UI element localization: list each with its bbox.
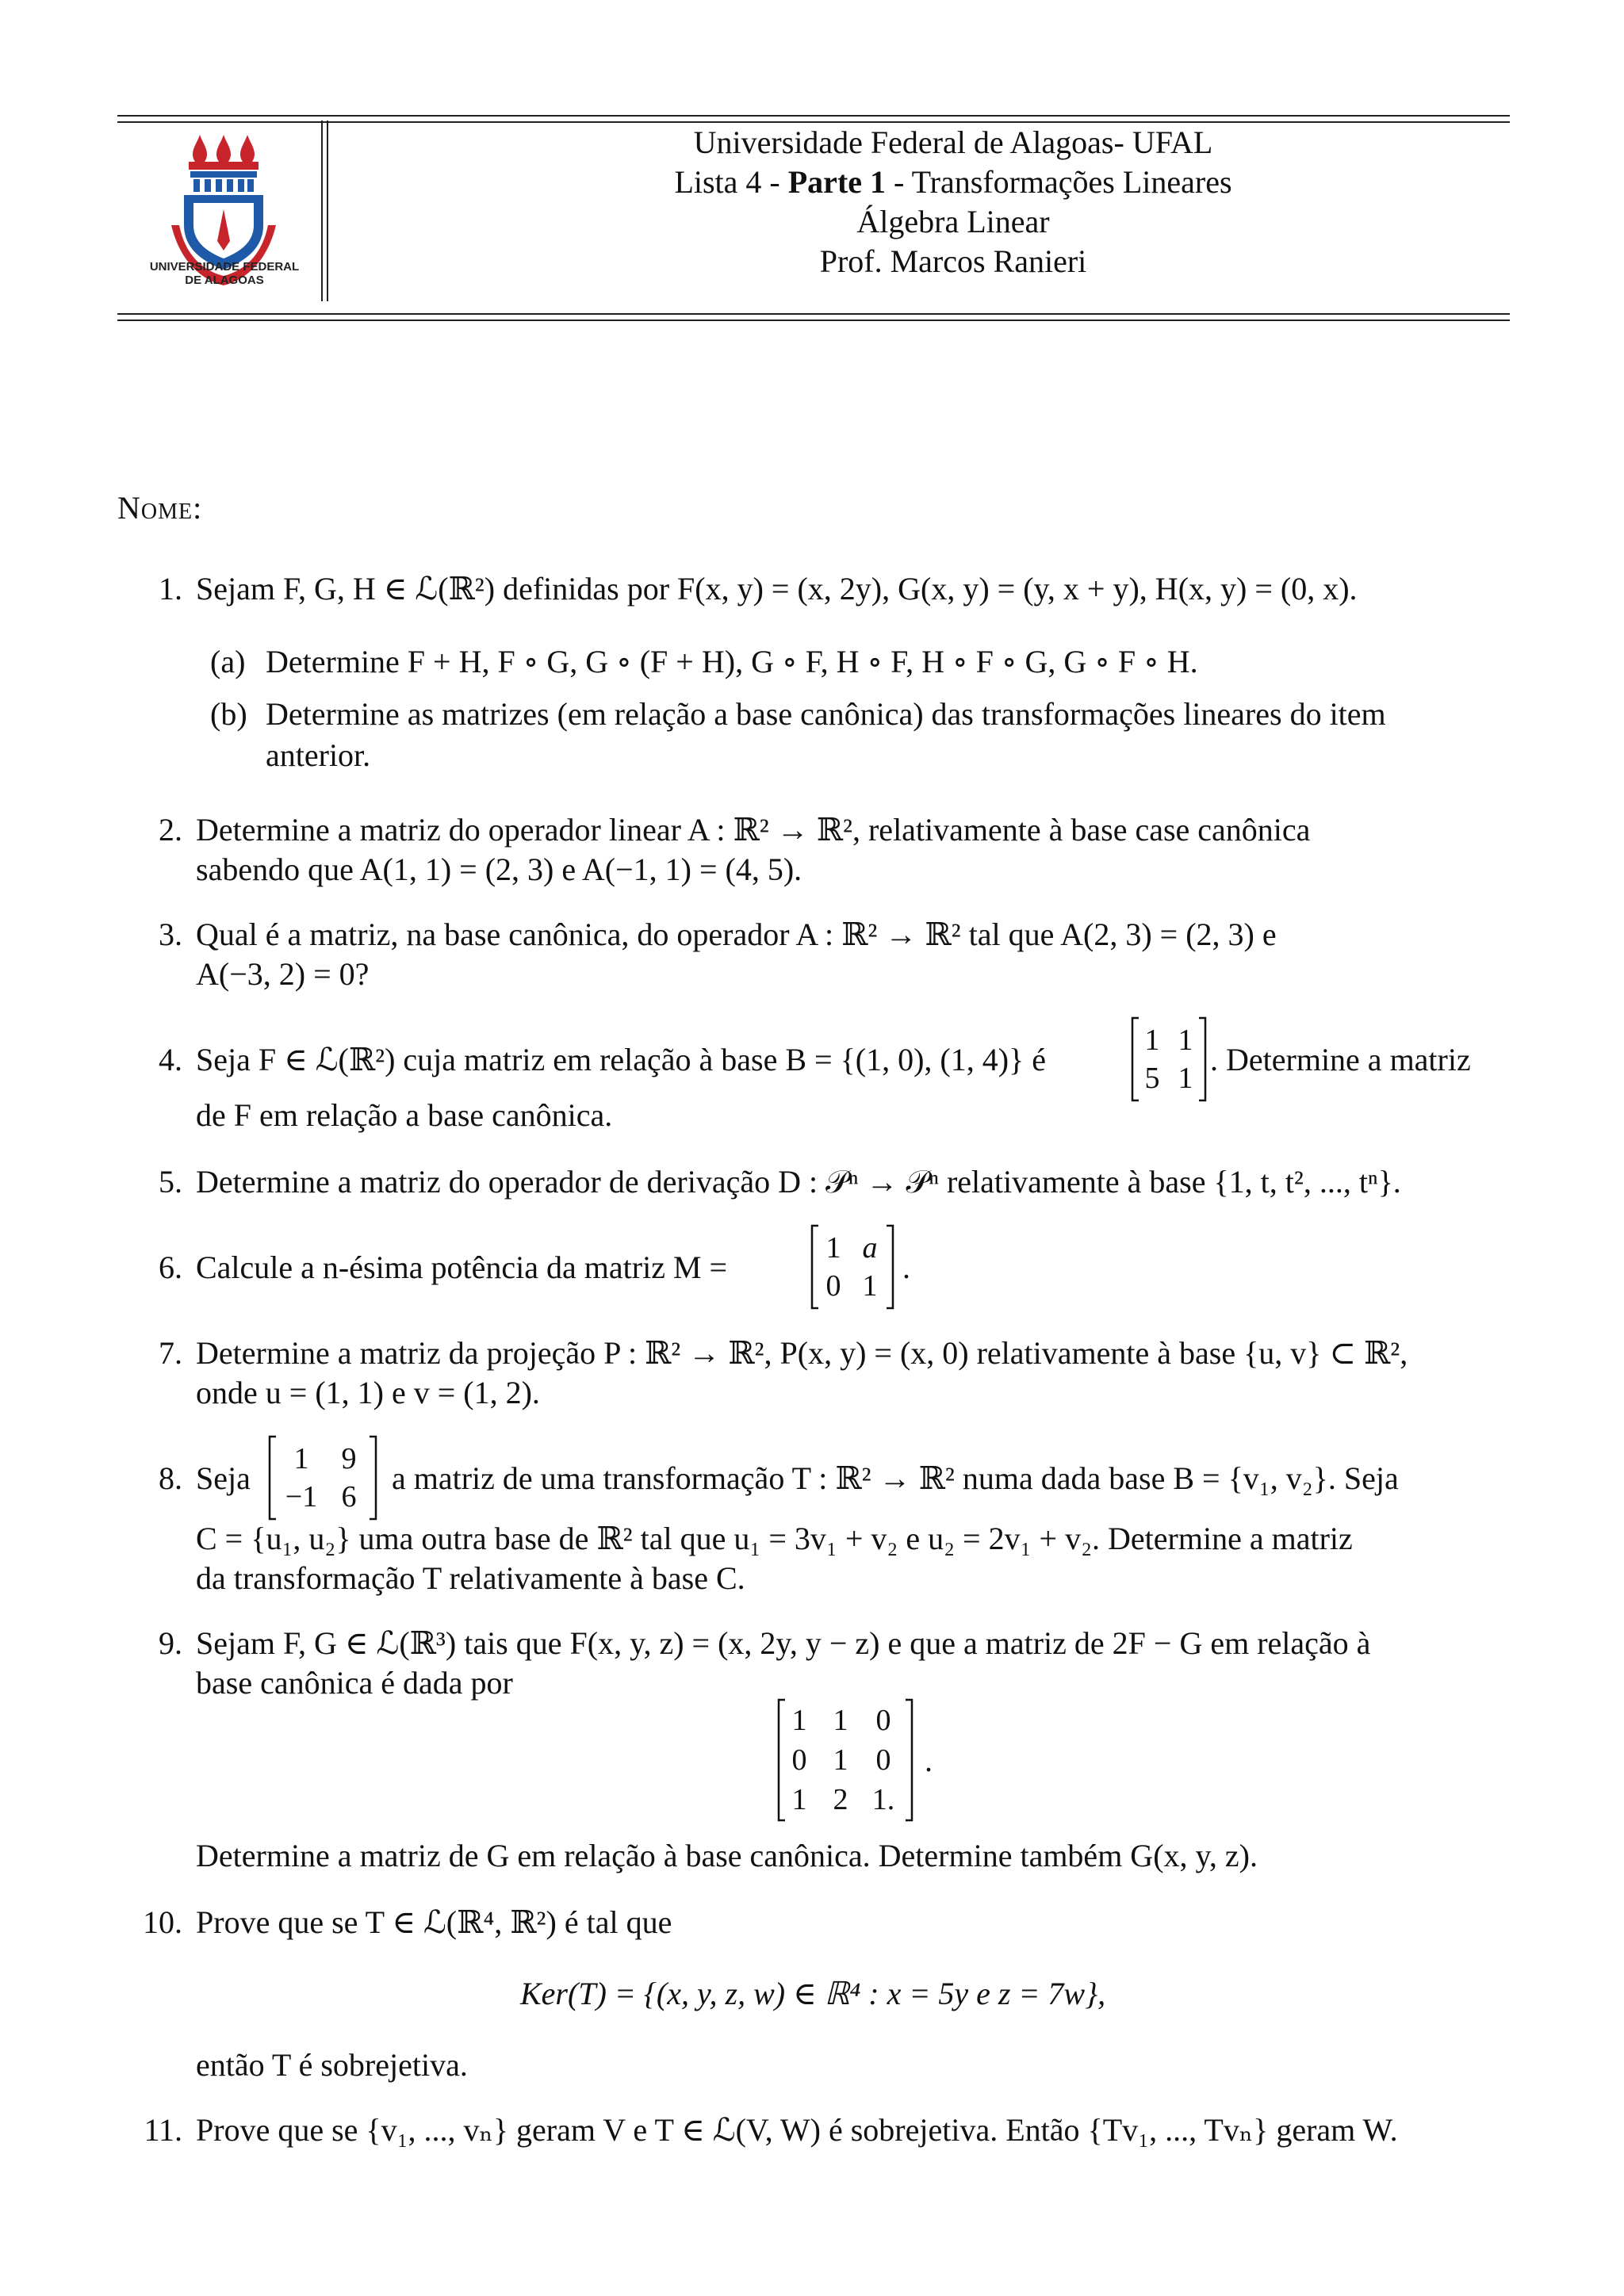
matrix-cell: 1 bbox=[1178, 1024, 1193, 1057]
matrix-cell: 5 bbox=[1144, 1062, 1160, 1095]
logo-caption-line-1: UNIVERSIDADE FEDERAL bbox=[149, 260, 300, 274]
matrix-cell: 0 bbox=[875, 1704, 891, 1737]
course-name: Álgebra Linear bbox=[856, 204, 1050, 239]
question-5-text: Determine a matriz do operador de derivação D : 𝒫ⁿ → 𝒫ⁿ relativamente à base {1, t, t², ..., tⁿ}. bbox=[196, 1164, 1401, 1200]
question-number: 1. bbox=[159, 571, 182, 607]
question-number: 11. bbox=[144, 2112, 182, 2148]
question-3-text-line-1: Qual é a matriz, na base canônica, do operador A : ℝ² → ℝ² tal que A(2, 3) = (2, 3) e bbox=[196, 916, 1277, 952]
question-8-text-line-3: da transformação T relativamente à base C. bbox=[196, 1560, 745, 1596]
question-number: 8. bbox=[159, 1460, 182, 1496]
matrix-cell: 1 bbox=[1144, 1024, 1160, 1057]
matrix-cell: 6 bbox=[341, 1480, 357, 1513]
question-9-text-line-1: Sejam F, G ∈ ℒ(ℝ³) tais que F(x, y, z) = (x, 2y, y − z) e que a matriz de 2F − G em relação à bbox=[196, 1625, 1371, 1661]
question-8-matrix bbox=[266, 1435, 379, 1521]
header-top-rule bbox=[117, 115, 1510, 117]
matrix-cell: 1 bbox=[293, 1442, 309, 1475]
professor-name: Prof. Marcos Ranieri bbox=[819, 243, 1087, 279]
question-number: 2. bbox=[159, 812, 182, 848]
question-number: 7. bbox=[159, 1335, 182, 1371]
question-1b-text-line-1: Determine as matrizes (em relação a base canônica) das transformações lineares do item bbox=[266, 696, 1386, 732]
question-number: 5. bbox=[159, 1164, 182, 1200]
matrix-cell: a bbox=[862, 1231, 878, 1265]
list-title-part: Parte 1 bbox=[787, 164, 887, 200]
question-4-text-pre: Seja F ∈ ℒ(ℝ²) cuja matriz em relação à base B = {(1, 0), (1, 4)} é bbox=[196, 1042, 1047, 1077]
question-2-text-line-2: sabendo que A(1, 1) = (2, 3) e A(−1, 1) = (4, 5). bbox=[196, 851, 802, 887]
matrix-cell: 1 bbox=[833, 1704, 848, 1737]
item-label: (b) bbox=[210, 696, 247, 732]
question-3-text-line-2: A(−3, 2) = 0? bbox=[196, 956, 370, 992]
question-8-text-pre: Seja bbox=[196, 1460, 251, 1496]
question-10-text-line-1: Prove que se T ∈ ℒ(ℝ⁴, ℝ²) é tal que bbox=[196, 1904, 672, 1940]
matrix-cell: 0 bbox=[825, 1269, 841, 1303]
building-icon bbox=[190, 171, 257, 192]
header-bottom-rule bbox=[117, 313, 1510, 315]
question-6-matrix bbox=[809, 1224, 896, 1310]
university-name: Universidade Federal de Alagoas- UFAL bbox=[693, 124, 1213, 160]
question-number: 9. bbox=[159, 1625, 182, 1661]
matrix-cell: 1 bbox=[791, 1704, 807, 1737]
question-number: 10. bbox=[143, 1904, 182, 1940]
name-label: Nome: bbox=[117, 490, 203, 526]
list-title-prefix: Lista 4 - bbox=[674, 164, 788, 200]
torch-flames-icon bbox=[193, 135, 255, 162]
matrix-cell: 9 bbox=[341, 1442, 357, 1475]
question-4-text-line-2: de F em relação a base canônica. bbox=[196, 1097, 613, 1133]
matrix-cell: 0 bbox=[791, 1743, 807, 1777]
question-11-text: Prove que se {v₁, ..., vₙ} geram V e T ∈ ℒ(V, W) é sobrejetiva. Então {Tv₁, ..., Tvₙ} geram W. bbox=[196, 2112, 1398, 2148]
matrix-cell: −1 bbox=[285, 1480, 318, 1513]
question-4-matrix bbox=[1129, 1016, 1208, 1102]
question-10-text-line-3: então T é sobrejetiva. bbox=[196, 2047, 468, 2083]
header-bottom-rule-inner bbox=[117, 320, 1510, 321]
matrix-cell: 1 bbox=[862, 1269, 878, 1303]
question-2-text-line-1: Determine a matriz do operador linear A : ℝ² → ℝ², relativamente à base case canônica bbox=[196, 812, 1311, 848]
matrix-cell: 2 bbox=[833, 1783, 848, 1816]
question-number: 3. bbox=[159, 916, 182, 952]
question-9-matrix-period: . bbox=[925, 1743, 933, 1778]
question-10-formula: Ker(T) = {(x, y, z, w) ∈ ℝ⁴ : x = 5y e z = 7w}, bbox=[520, 1976, 1106, 2011]
question-8-text-post: a matriz de uma transformação T : ℝ² → ℝ² numa dada base B = {v₁, v₂}. Seja bbox=[392, 1460, 1399, 1496]
question-1b-text-line-2: anterior. bbox=[266, 737, 371, 773]
question-number: 6. bbox=[159, 1249, 182, 1285]
question-6-text-pre: Calcule a n-ésima potência da matriz M = bbox=[196, 1249, 728, 1285]
list-title bbox=[328, 163, 1578, 202]
question-9-text-line-2: base canônica é dada por bbox=[196, 1665, 513, 1701]
question-9-matrix bbox=[776, 1698, 915, 1822]
matrix-cell: 0 bbox=[875, 1743, 891, 1777]
question-7-text-line-1: Determine a matriz da projeção P : ℝ² → ℝ², P(x, y) = (x, 0) relativamente à base {u, v} ⊂ ℝ², bbox=[196, 1335, 1408, 1371]
question-number: 4. bbox=[159, 1042, 182, 1077]
question-7-text-line-2: onde u = (1, 1) e v = (1, 2). bbox=[196, 1375, 540, 1410]
question-6-text-post: . bbox=[902, 1249, 910, 1285]
question-1-text: Sejam F, G, H ∈ ℒ(ℝ²) definidas por F(x, y) = (x, 2y), G(x, y) = (y, x + y), H(x, y) = (0, x). bbox=[196, 571, 1358, 607]
item-label: (a) bbox=[210, 644, 246, 679]
matrix-cell: 1 bbox=[833, 1743, 848, 1777]
matrix-cell: 1 bbox=[791, 1783, 807, 1816]
logo-caption-line-2: DE ALAGOAS bbox=[185, 274, 264, 287]
question-1a-text: Determine F + H, F ∘ G, G ∘ (F + H), G ∘ F, H ∘ F, H ∘ F ∘ G, G ∘ F ∘ H. bbox=[266, 644, 1198, 679]
matrix-cell: 1 bbox=[1178, 1062, 1193, 1095]
question-4-text-post: . Determine a matriz bbox=[1210, 1042, 1471, 1077]
matrix-cell: 1. bbox=[871, 1783, 895, 1816]
list-title-suffix: - Transformações Lineares bbox=[886, 164, 1232, 200]
question-8-text-line-2: C = {u₁, u₂} uma outra base de ℝ² tal que u₁ = 3v₁ + v₂ e u₂ = 2v₁ + v₂. Determine a matriz bbox=[196, 1521, 1353, 1556]
matrix-cell: 1 bbox=[825, 1231, 841, 1265]
question-9-text-line-3: Determine a matriz de G em relação à base canônica. Determine também G(x, y, z). bbox=[196, 1838, 1258, 1873]
